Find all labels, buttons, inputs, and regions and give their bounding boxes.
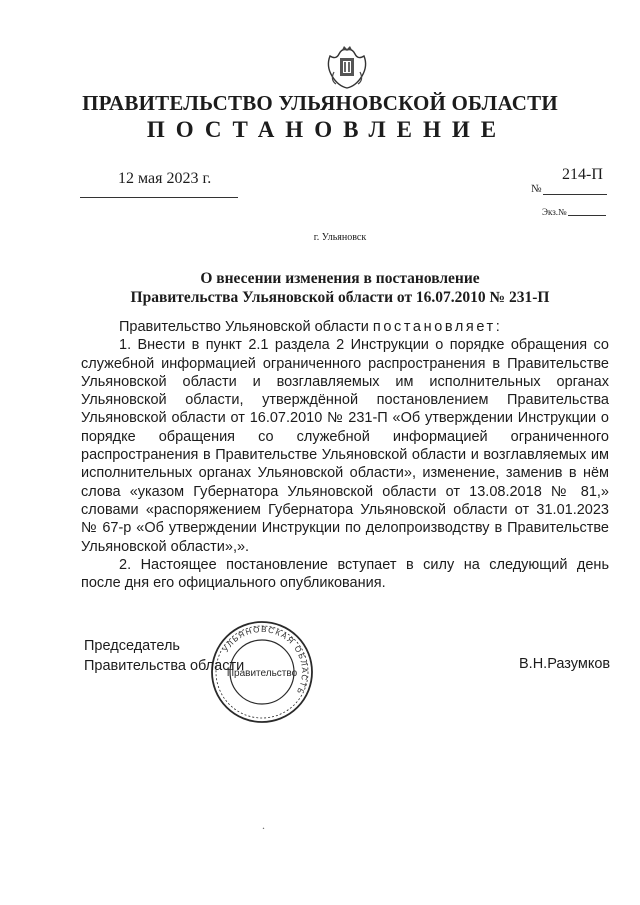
document-number: 214-П [562, 166, 603, 183]
copy-number-underline [568, 215, 606, 216]
signatory-title-line-2: Правительства области [84, 658, 245, 674]
document-date: 12 мая 2023 г. [118, 170, 212, 187]
signatory-name: В.Н.Разумков [519, 656, 611, 672]
seal-center-text: Правительство [226, 668, 298, 679]
city: г. Ульяновск [313, 232, 367, 243]
number-label: № [531, 183, 542, 195]
copy-number-label: Экз.№ [542, 207, 567, 217]
item-1-paragraph: 1. Внести в пункт 2.1 раздела 2 Инструкции о порядке обращения со служебной информацией ограниченного распространения в Правительстве Ульяновской области и возглавляемых им исполнительных органах Ульяновской области, утверждённой постановлением Правительства Ульяновской области от 16.07.2010 № 231-П «Об утверждении Инструкции о порядке обращения со служебной информацией ограниченного распространения в Правительстве Ульяновской области и возглавляемых им исполнительных органах Ульяновской области», изменение, заменив в нём слова «указом Губернатора Ульяновской области от 13.08.2018 № 81,» словами «распоряжением Губернатора Ульяновской области от 31.01.2023 № 67-р «Об утверждении Инструкции по делопроизводству в Правительстве Ульяновской области»,». [81, 337, 609, 555]
title-line-1: О внесении изменения в постановление [200, 270, 480, 287]
signatory-title [84, 636, 244, 676]
date-underline [80, 197, 238, 198]
document-body [81, 318, 609, 592]
intro-verb: постановляет: [372, 319, 503, 335]
organization-name: ПРАВИТЕЛЬСТВО УЛЬЯНОВСКОЙ ОБЛАСТИ [82, 91, 558, 115]
number-underline [543, 194, 607, 195]
intro-subject: Правительство Ульяновской области [119, 319, 369, 335]
document-type: ПОСТАНОВЛЕНИЕ [146, 117, 508, 142]
title-line-2: Правительства Ульяновской области от 16.07.2010 № 231-П [130, 289, 550, 306]
signatory-title-line-1: Председатель [84, 638, 180, 654]
seal-ring-text: УЛЬЯНОВСКАЯ ОБЛАСТЬ [220, 624, 310, 697]
intro-paragraph [81, 318, 609, 336]
coat-of-arms-icon [322, 42, 372, 92]
scan-mark: . [262, 818, 265, 832]
item-2-paragraph: 2. Настоящее постановление вступает в силу на следующий день после дня его официального опубликования. [81, 556, 609, 592]
document-title [0, 269, 640, 307]
